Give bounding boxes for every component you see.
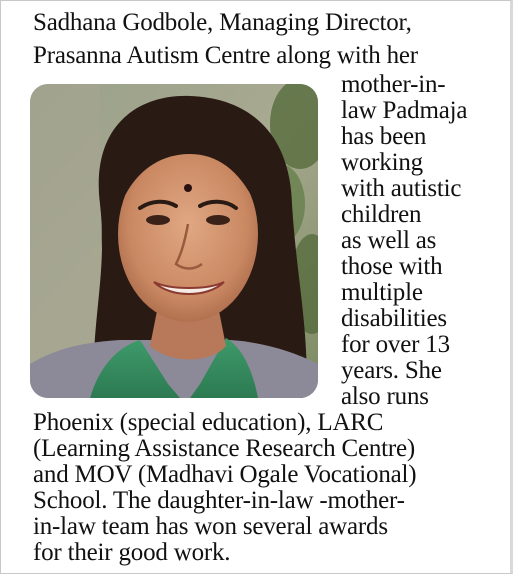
portrait-photo xyxy=(30,84,318,398)
text-line: disabilities xyxy=(341,305,447,332)
text-line: with autistic xyxy=(341,175,462,202)
text-line: for their good work. xyxy=(33,539,231,566)
text-line: has been xyxy=(341,123,427,150)
text-line: (Learning Assistance Research Centre) xyxy=(33,435,416,462)
text-line: in-law team has won several awards xyxy=(33,513,388,540)
text-line: working xyxy=(341,149,423,176)
text-line: those with xyxy=(341,253,443,280)
text-line: for over 13 xyxy=(341,331,450,358)
text-line: mother-in- xyxy=(341,71,446,98)
text-line: law Padmaja xyxy=(341,97,468,124)
text-line: and MOV (Madhavi Ogale Vocational) xyxy=(33,461,417,488)
text-line: children xyxy=(341,201,422,228)
text-line: School. The daughter-in-law -mother- xyxy=(33,487,405,514)
text-line: Sadhana Godbole, Managing Director, xyxy=(33,9,412,36)
text-line: years. She xyxy=(341,357,442,384)
text-line: Phoenix (special education), LARC xyxy=(33,409,384,436)
text-line: as well as xyxy=(341,227,437,254)
text-line: multiple xyxy=(341,279,423,306)
text-line: Prasanna Autism Centre along with her xyxy=(33,42,418,69)
text-line: also runs xyxy=(341,383,429,410)
